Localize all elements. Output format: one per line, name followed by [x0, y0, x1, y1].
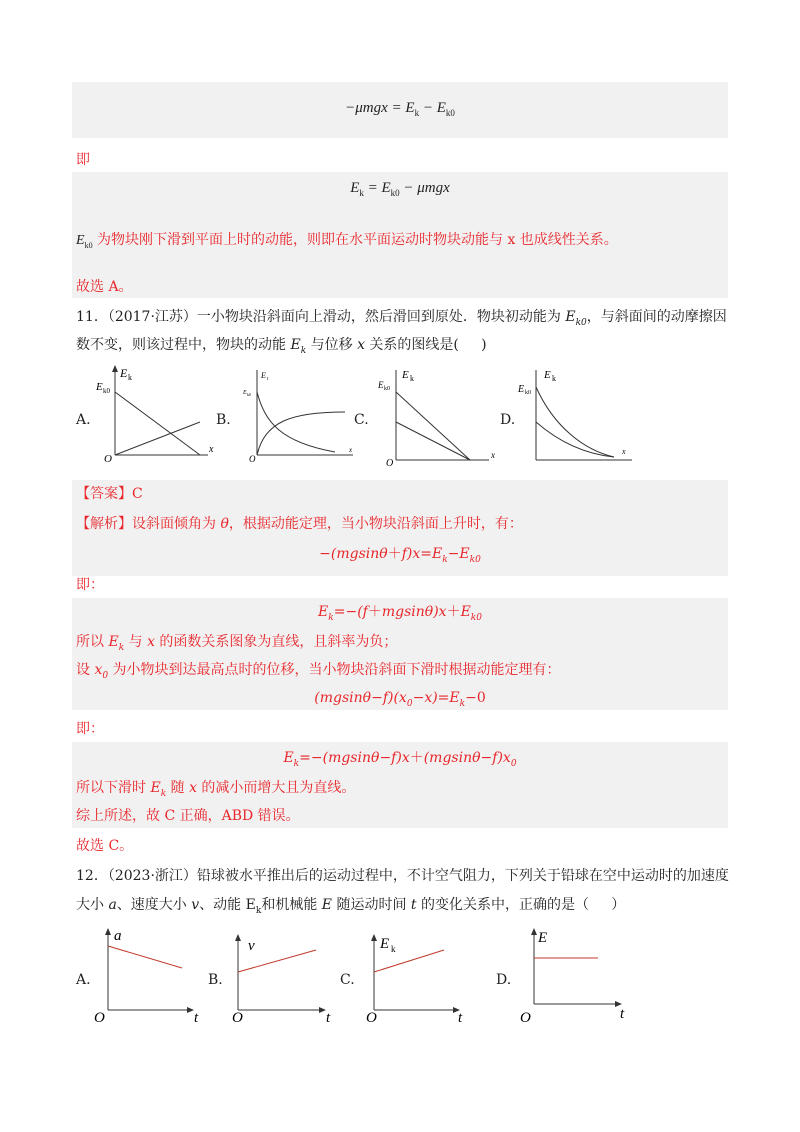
svg-text:v: v — [248, 938, 255, 954]
svg-text:t: t — [194, 1010, 199, 1026]
answer-label: 【答案】C — [76, 486, 143, 502]
svg-text:E: E — [518, 384, 525, 395]
svg-text:E: E — [96, 381, 103, 393]
svg-text:k: k — [128, 373, 132, 382]
q11-option-d[interactable]: D. — [500, 412, 516, 428]
q12-line-1: 12．（2023·浙江）铅球被水平推出后的运动过程中，不计空气阻力，下列关于铅球在空中运动时的加速度 — [76, 868, 729, 884]
svg-text:t: t — [267, 377, 269, 382]
q12-graph-d — [510, 922, 635, 1027]
svg-text:x: x — [349, 446, 353, 454]
svg-text:O: O — [520, 1010, 531, 1026]
svg-text:E: E — [380, 936, 390, 952]
q12-graph-a — [90, 922, 210, 1027]
svg-text:O: O — [104, 453, 112, 465]
analysis-line-1: 【解析】设斜面倾角为 θ，根据动能定理，当小物块沿斜面上升时，有： — [76, 516, 523, 532]
svg-text:E: E — [378, 380, 384, 390]
analysis-text-4: 所以下滑时 $E_k$ 随 x 的减小而增大且为直线。 — [76, 780, 356, 799]
svg-text:O: O — [386, 458, 394, 467]
svg-text:a: a — [114, 928, 122, 944]
ji-label-1: 即 — [76, 152, 90, 168]
svg-text:E: E — [261, 371, 266, 380]
svg-text:E: E — [120, 366, 128, 380]
q12-option-c[interactable]: C. — [340, 972, 355, 988]
q12-graph-c — [352, 922, 472, 1027]
q11-graph-b — [235, 362, 360, 467]
prev-choice: 故选 A。 — [76, 279, 133, 295]
svg-text:E: E — [544, 369, 551, 381]
q12-line-2: 大小 a、速度大小 v、动能 $E_k$和机械能 E 随运动时间 t 的变化关系中，正确的是（ ） — [76, 897, 626, 916]
svg-text:O: O — [94, 1010, 105, 1026]
ji-label-3: 即： — [76, 721, 104, 737]
q12-graph-b — [222, 922, 342, 1027]
svg-text:E: E — [402, 369, 409, 381]
svg-text:O: O — [249, 454, 256, 464]
q11-line-1: 11．（2017·江苏）一小物块沿斜面向上滑动，然后滑回到原处．物块初动能为 $E_{k0}$，与斜面间的动摩擦因 — [76, 309, 727, 328]
choice-11: 故选 C。 — [76, 838, 134, 854]
svg-text:x: x — [209, 444, 214, 455]
q11-option-b[interactable]: B. — [216, 412, 231, 428]
svg-text:E: E — [538, 930, 548, 946]
svg-text:O: O — [366, 1010, 377, 1026]
svg-text:t: t — [620, 1006, 625, 1022]
svg-text:t: t — [326, 1010, 331, 1026]
svg-text:x: x — [622, 447, 626, 456]
svg-text:E: E — [243, 390, 247, 396]
analysis-text-3: 设 $x_0$ 为小物块到达最高点时的位移，当小物块沿斜面下滑时根据动能定理有： — [76, 662, 561, 681]
q12-option-d[interactable]: D. — [496, 972, 512, 988]
top-formula: $-\mu mgx = E_k - E_{k0}$ — [345, 100, 455, 118]
q11-graph-d — [514, 362, 639, 467]
q11-graph-a — [90, 362, 220, 467]
svg-text:k0: k0 — [384, 386, 390, 392]
ek0-explanation: $E_{k0}$ 为物块刚下滑到平面上时的动能，则即在水平面运动时物块动能与 x 也成线性关系。 — [76, 232, 618, 250]
q12-option-b[interactable]: B. — [208, 972, 223, 988]
ek0-symbol: $E_{k0}$ — [76, 233, 93, 250]
q11-line-2: 数不变，则该过程中，物块的动能 $E_k$ 与位移 x 关系的图线是( ) — [76, 337, 487, 356]
svg-text:k0: k0 — [247, 392, 251, 397]
svg-text:t: t — [458, 1010, 463, 1026]
svg-text:k0: k0 — [103, 387, 110, 395]
svg-text:k: k — [552, 374, 556, 383]
analysis-text-5: 综上所述，故 C 正确，ABD 错误。 — [76, 808, 300, 824]
q12-option-a[interactable]: A. — [76, 972, 91, 988]
svg-text:k: k — [410, 374, 414, 383]
equation-3: $(mgsin\theta-f)(x_0-x)=E_k-0$ — [314, 690, 486, 709]
equation-4: $E_k=-(mgsin\theta-f)x+(mgsin\theta-f)x_0$ — [283, 750, 517, 769]
formula-2: $E_k = E_{k0} - \mu mgx$ — [350, 180, 450, 198]
svg-text:k0: k0 — [525, 390, 531, 396]
svg-text:k: k — [391, 944, 396, 954]
q11-option-c[interactable]: C. — [354, 412, 369, 428]
ji-label-2: 即： — [76, 577, 104, 593]
q11-option-a[interactable]: A. — [76, 412, 91, 428]
svg-text:x: x — [491, 450, 495, 460]
q11-graph-c — [374, 362, 504, 467]
analysis-text-2: 所以 $E_k$ 与 x 的函数关系图象为直线，且斜率为负； — [76, 634, 398, 653]
equation-2: $E_k=-(f+mgsin\theta)x+E_{k0}$ — [318, 604, 482, 623]
svg-text:O: O — [232, 1010, 243, 1026]
equation-1: $-(mgsin\theta+f)x=E_k-E_{k0}$ — [319, 546, 481, 565]
